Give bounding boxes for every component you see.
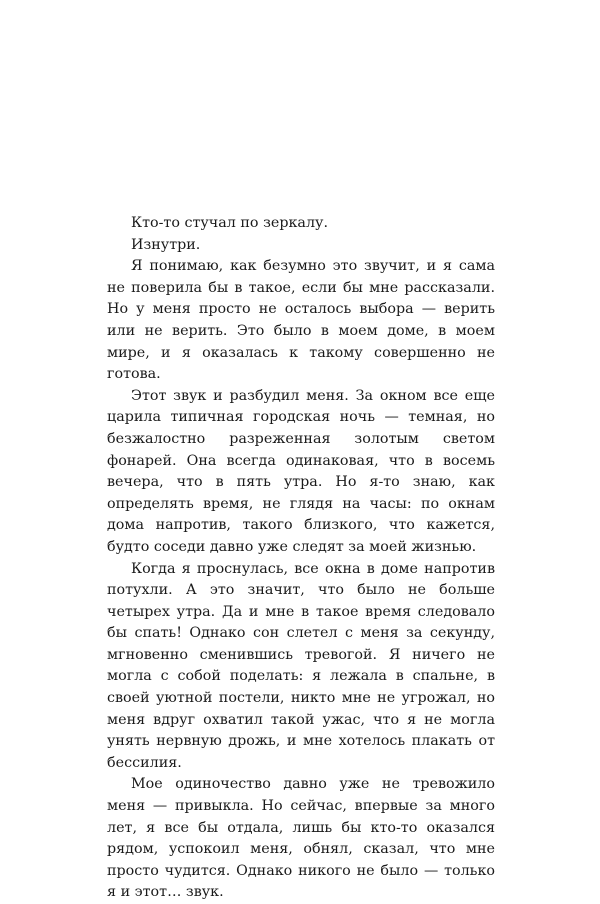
paragraph-3: Я понимаю, как безумно это звучит, и я сама не поверила бы в такое, если бы мне рассказали. Но у меня просто не осталось выбора — верить или не верить. Это было в моем доме, в моем мире, и я оказалась к такому совершенно не готова. (107, 258, 495, 383)
paragraph-4: Этот звук и разбудил меня. За окном все еще царила типичная городская ночь — темная, но безжалостно разреженная золотым светом фонарей. Она всегда одинаковая, что в восемь вечера, что в пять утра. Но я-то знаю, как определять время, не глядя на часы: по окнам дома напротив, такого близкого, что кажется, будто соседи давно уже следят за моей жизнью. (107, 387, 495, 555)
paragraph-5: Когда я проснулась, все окна в доме напротив потухли. А это значит, что было не больше четырех утра. Да и мне в такое время следовало бы спать! Однако сон слетел с меня за секунду, мгновенно сменившись тревогой. Я ничего не могла с собой поделать: я лежала в спальне, в своей уютной постели, никто мне не угрожал, но меня вдруг охватил такой ужас, что я не могла унять нервную дрожь, и мне хотелось плакать от бессилия. (107, 560, 495, 771)
paragraph-2: Изнутри. (131, 236, 201, 253)
paragraph-6: Мое одиночество давно уже не тревожило меня — привыкла. Но сейчас, впервые за много лет, я все бы отдала, лишь бы кто-то оказался рядом, успокоил меня, обнял, сказал, что мне просто чудится. Однако никого не было — только я и этот… звук. (107, 776, 495, 901)
paragraph-1: Кто-то стучал по зеркалу. (131, 215, 328, 231)
body-text (107, 213, 495, 904)
